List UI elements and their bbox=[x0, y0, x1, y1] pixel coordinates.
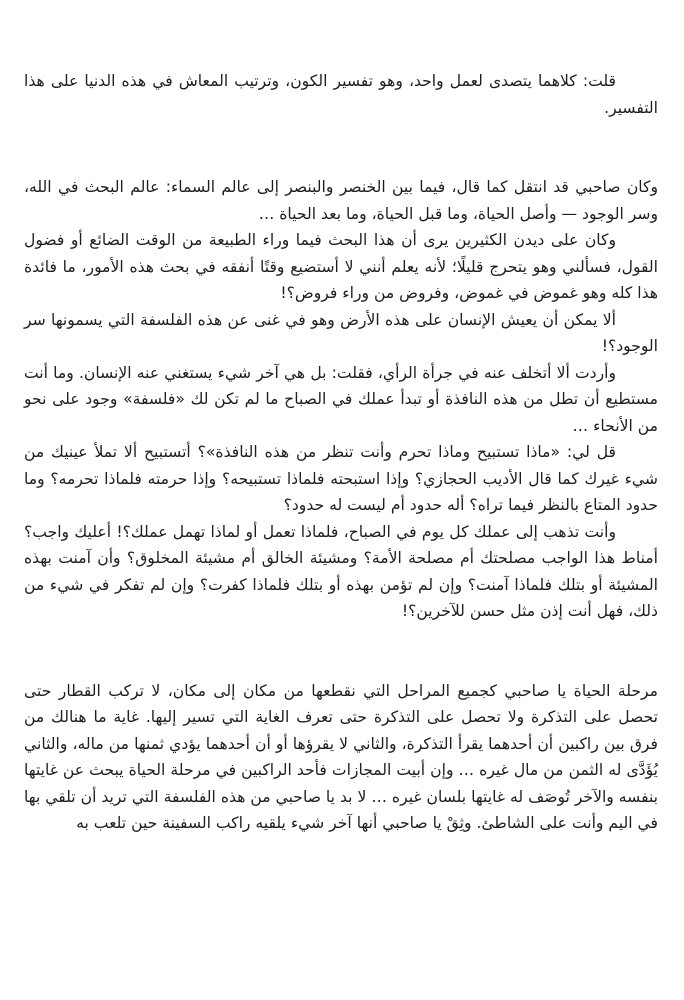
paragraph: وكان على ديدن الكثيرين يرى أن هذا البحث فيما وراء الطبيعة من الوقت الضائع أو فضول القول، فسألني وهو يتحرج قليلًا؛ لأنه يعلم أنني لا أستضيع وقتًا أنفقه في بحث هذه الأمور، ما فائدة هذا كله وهو غموض في غموض، وفروض من وراء فروض؟! bbox=[24, 231, 658, 302]
paragraph: وأردت ألا أتخلف عنه في جرأة الرأي، فقلت: بل هي آخر شيء يستغني عنه الإنسان. وما أنت مستطيع أن تطل من هذه النافذة أو تبدأ عملك في الصباح ما لم تكن لك «فلسفة» وجود على نحو من الأنحاء … bbox=[24, 363, 658, 435]
paragraph: ألا يمكن أن يعيش الإنسان على هذه الأرض وهو في غنى عن هذه الفلسفة التي يسمونها سر الوجود؟! bbox=[24, 310, 658, 355]
paragraph: قلت: كلاهما يتصدى لعمل واحد، وهو تفسير الكون، وترتيب المعاش في هذه الدنيا على هذا التفسير. bbox=[24, 72, 658, 117]
paragraph: مرحلة الحياة يا صاحبي كجميع المراحل التي نقطعها من مكان إلى مكان، لا تركب القطار حتى تحصل على التذكرة ولا تحصل على التذكرة حتى تعرف الغاية التي تسير إليها. غاية ما هنالك من فرق بين راكبين أن أحدهما يقرأ التذكرة، والثاني لا يقرؤها أو أن أحدهما يؤدي ثمنها من ماله، والثاني يُؤَدَّى له الثمن من مال غيره … وإن أبيت المجازات فأحد الراكبين في مرحلة الحياة يبحث عن غايتها بنفسه والآخر تُوصَف له غايتها بلسان غيره … لا بد يا صاحبي من هذه الفلسفة التي تريد أن تلقي بها في اليم وأنت على الشاطئ. وثِقْ يا صاحبي أنها آخر شيء يلقيه راكب السفينة حين تلعب به bbox=[24, 681, 658, 832]
paragraph: وأنت تذهب إلى عملك كل يوم في الصباح، فلماذا تعمل أو لماذا تهمل عملك؟! أعليك واجب؟ أمناط هذا الواجب مصلحتك أم مصلحة الأمة؟ ومشيئة الخالق أم مشيئة المخلوق؟ وأن آمنت بهذه المشيئة أو بتلك فلماذا آمنت؟ وإن لم تؤمن بهذه أو بتلك فلماذا كفرت؟ وإن لم تفكر في شيء من ذلك، فهل أنت إذن مثل حسن للآخرين؟! bbox=[24, 522, 658, 620]
paragraph: قل لي: «ماذا تستبيح وماذا تحرم وأنت تنظر من هذه النافذة»؟ أتستبيح ألا تملأ عينيك من شيء غيرك كما قال الأديب الحجازي؟ وإذا استبحته فلماذا تستبيحه؟ وإذا حرمته فلماذا تحرمه؟ وما حدود المتاع بالنظر فيما تراه؟ أله حدود أم ليست له حدود؟ bbox=[24, 443, 658, 514]
paragraph: وكان صاحبي قد انتقل كما قال، فيما بين الخنصر والبنصر إلى عالم السماء: عالم البحث في الله، وسر الوجود — وأصل الحياة، وما قبل الحياة، وما بعد الحياة … bbox=[24, 178, 658, 223]
